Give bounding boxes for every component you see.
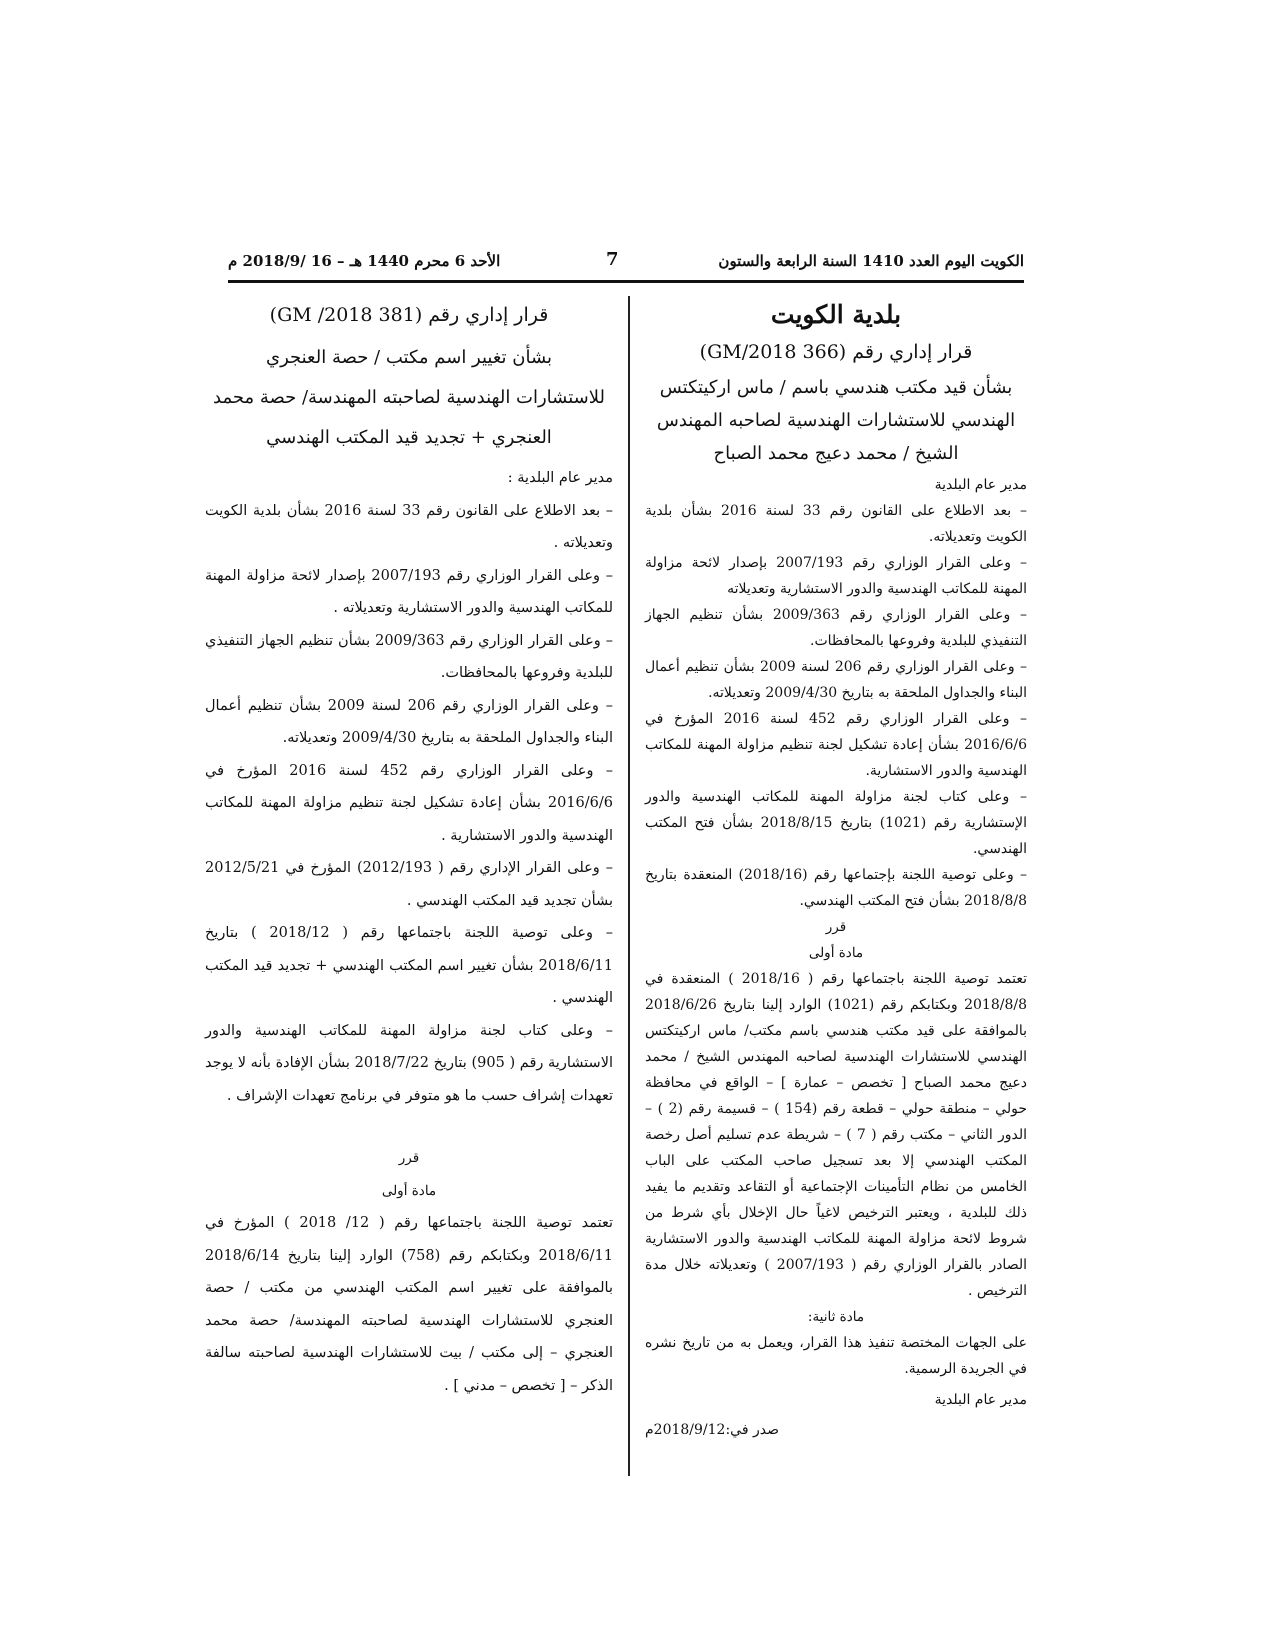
consideration-paragraph: – وعلى القرار الوزاري رقم 452 لسنة 2016 المؤرخ في 2016/6/6 بشأن إعادة تشكيل لجنة تنظيم مزاولة المهنة للمكاتب الهندسية والدور الاستشارية . xyxy=(205,762,613,844)
subject-line: الهندسي للاستشارات الهندسية لصاحبه المهندس xyxy=(656,410,1016,431)
issue-date: صدر في:2018/9/12م xyxy=(645,1422,779,1438)
subject-line: بشأن قيد مكتب هندسي باسم / ماس اركيتكتس xyxy=(659,377,1013,398)
consideration-paragraph: – وعلى القرار الوزاري رقم 452 لسنة 2016 المؤرخ في 2016/6/6 بشأن إعادة تشكيل لجنة تنظيم مزاولة المهنة للمكاتب الهندسية والدور الاستشارية. xyxy=(645,711,1028,779)
consideration-paragraph: – بعد الاطلاع على القانون رقم 33 لسنة 2016 بشأن بلدية الكويت وتعديلاته. xyxy=(645,503,1028,545)
consideration-paragraph: – وعلى القرار الوزاري رقم 206 لسنة 2009 بشأن تنظيم أعمال البناء والجداول الملحقة به بتاريخ 2009/4/30 وتعديلاته. xyxy=(645,659,1027,701)
decision-title: قرار إداري رقم (366 GM/2018) xyxy=(699,341,973,363)
director-intro: مدير عام البلدية xyxy=(934,477,1027,493)
decided-heading: قرر xyxy=(398,1150,420,1166)
decision-366-column xyxy=(645,296,1027,1452)
municipality-title: بلدية الكويت xyxy=(770,300,902,329)
consideration-paragraph: – وعلى القرار الإداري رقم ( 2012/193) المؤرخ في 2012/5/21 بشأن تجديد قيد المكتب الهندسي . xyxy=(205,860,614,909)
consideration-paragraph: – وعلى توصية اللجنة بإجتماعها رقم (2018/16) المنعقدة بتاريخ 2018/8/8 بشأن فتح المكتب الهندسي. xyxy=(645,867,1027,909)
subject-line: بشأن تغيير اسم مكتب / حصة العنجري xyxy=(265,347,553,368)
article-2-text: على الجهات المختصة تنفيذ هذا القرار، ويعمل به من تاريخ نشره في الجريدة الرسمية. xyxy=(645,1335,1027,1377)
decision-381-column xyxy=(205,296,613,1402)
consideration-paragraph: – بعد الاطلاع على القانون رقم 33 لسنة 2016 بشأن بلدية الكويت وتعديلاته . xyxy=(205,502,613,551)
consideration-paragraph: – وعلى القرار الوزاري رقم 2007/193 بإصدار لائحة مزاولة المهنة للمكاتب الهندسية والدور الاستشارية وتعديلاته xyxy=(645,555,1028,597)
decision-subject xyxy=(645,371,1027,470)
subject-line: العنجري + تجديد قيد المكتب الهندسي xyxy=(266,427,552,448)
consideration-paragraph: – وعلى كتاب لجنة مزاولة المهنة للمكاتب الهندسية والدور الإستشارية رقم (1021) بتاريخ 2018/8/15 بشأن فتح المكتب الهندسي. xyxy=(645,789,1027,857)
consideration-paragraph: – وعلى توصية اللجنة باجتماعها رقم ( 2018/12 ) بتاريخ 2018/6/11 بشأن تغيير اسم المكتب الهندسي + تجديد قيد المكتب الهندسي . xyxy=(205,925,613,1006)
article-1-heading: مادة أولى xyxy=(381,1182,437,1199)
consideration-paragraph: – وعلى القرار الوزاري رقم 2009/363 بشأن تنظيم الجهاز التنفيذي للبلدية وفروعها بالمحافظات. xyxy=(645,607,1027,649)
subject-line: الشيخ / محمد دعيج محمد الصباح xyxy=(713,443,959,464)
header-date: الأحد 6 محرم 1440 هـ – 16 /2018/9 م xyxy=(228,252,501,270)
consideration-paragraph: – وعلى القرار الوزاري رقم 2009/363 بشأن تنظيم الجهاز التنفيذي للبلدية وفروعها بالمحافظات. xyxy=(205,632,613,681)
consideration-paragraph: – وعلى القرار الوزاري رقم 206 لسنة 2009 بشأن تنظيم أعمال البناء والجداول الملحقة به بتاريخ 2009/4/30 وتعديلاته. xyxy=(205,697,613,746)
page-number: 7 xyxy=(606,249,619,270)
subject-line: للاستشارات الهندسية لصاحبته المهندسة/ حصة محمد xyxy=(213,387,605,408)
consideration-paragraph: – وعلى كتاب لجنة مزاولة المهنة للمكاتب الهندسية والدور الاستشارية رقم ( 905) بتاريخ 2018/7/22 بشأن الإفادة بأنه لا يوجد تعهدات إشراف حسب ما هو متوفر في برنامج تعهدات الإشراف . xyxy=(205,1022,614,1104)
director-intro: مدير عام البلدية : xyxy=(507,470,613,486)
article-1-heading: مادة أولى xyxy=(808,945,864,961)
decision-title: قرار إداري رقم (381 GM /2018) xyxy=(269,304,549,326)
article-1-text: تعتمد توصية اللجنة باجتماعها رقم ( 2018/16 ) المنعقدة في 2018/8/8 وبكتابكم رقم (1021) الوارد إلينا بتاريخ 2018/6/26 بالموافقة على قيد مكتب هندسي باسم مكتب/ ماس اركيتكتس الهندسي للاستشارات الهندسية لصاحبه المهندس الشيخ / محمد دعيج محمد الصباح [ تخصص – عمارة ] – الواقع في محافظة حولي – منطقة حولي – قطعة رقم (154 ) – قسيمة رقم (2 ) – الدور الثاني – مكتب رقم ( 7 ) – شريطة عدم تسليم أصل رخصة المكتب الهندسي إلا بعد تسجيل صاحب المكتب على الباب الخامس من نظام التأمينات الإجتماعية أو التقاعد وتقديم ما يفيد ذلك للبلدية ، ويعتبر الترخيص لاغياً حال الإخلال بأي شرط من شروط لائحة مزاولة المهنة للمكاتب الهندسية والدور الاستشارية الصادر بالقرار الوزاري رقم ( 2007/193 ) وتعديلاته خلال مدة الترخيص . xyxy=(645,971,1028,1299)
signature: مدير عام البلدية xyxy=(934,1392,1027,1408)
article-1-text: تعتمد توصية اللجنة باجتماعها رقم ( 12/ 2018 ) المؤرخ في 2018/6/11 وبكتابكم رقم (758) الوارد إلينا بتاريخ 2018/6/14 بالموافقة على تغيير اسم المكتب الهندسي من مكتب / حصة العنجري للاستشارات الهندسية لصاحبته المهندسة/ حصة محمد العنجري – إلى مكتب / بيت للاستشارات الهندسية لصاحبته سالفة الذكر – [ تخصص – مدني ] . xyxy=(205,1215,614,1394)
page-header xyxy=(228,249,1024,283)
decided-heading: قرر xyxy=(825,919,847,935)
column-divider xyxy=(628,296,630,1476)
article-2-heading: مادة ثانية: xyxy=(807,1309,865,1325)
consideration-paragraph: – وعلى القرار الوزاري رقم 2007/193 بإصدار لائحة مزاولة المهنة للمكاتب الهندسية والدور الاستشارية وتعديلاته . xyxy=(205,567,613,616)
decision-subject xyxy=(205,338,613,458)
header-issue-info: الكويت اليوم العدد 1410 السنة الرابعة والستون xyxy=(718,252,1024,270)
